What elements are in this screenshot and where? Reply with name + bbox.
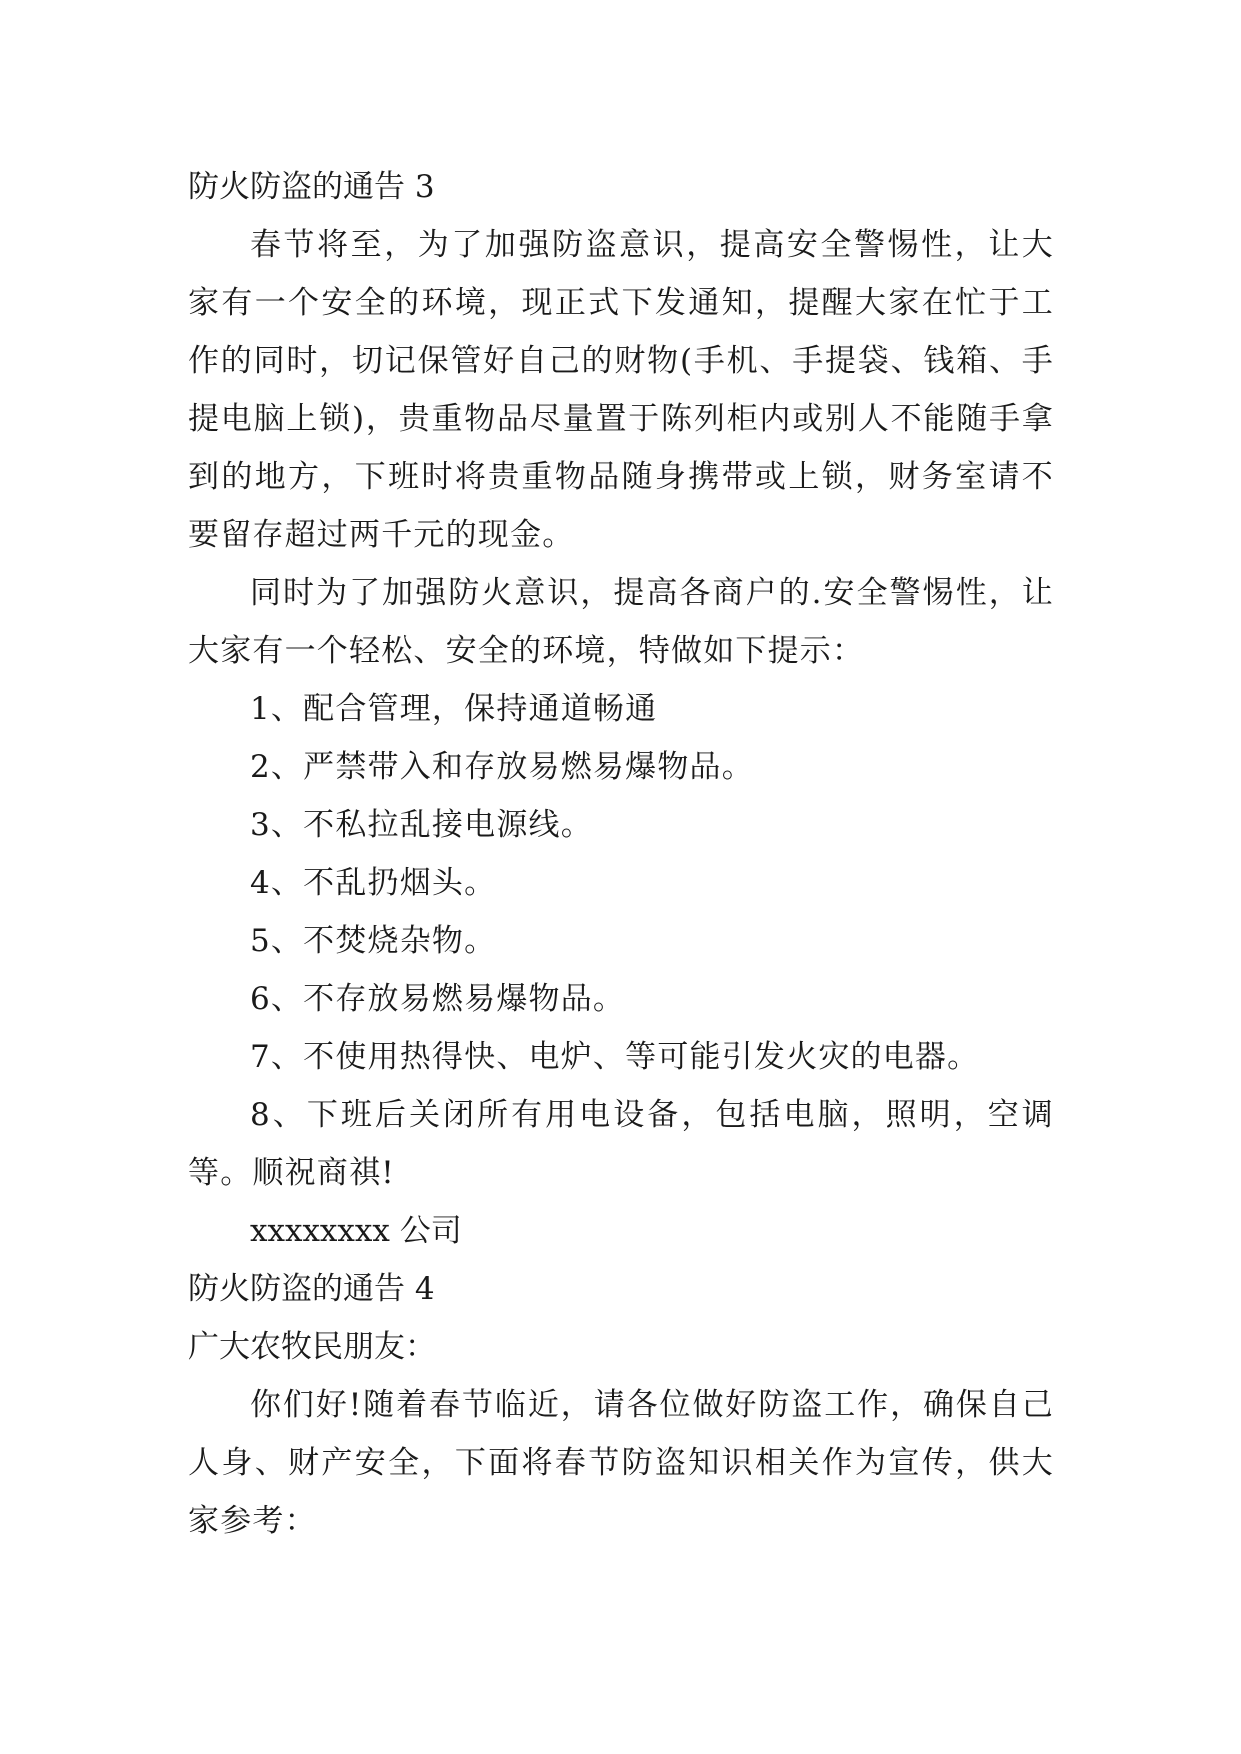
list-item: 1、配合管理，保持通道畅通 [250, 691, 658, 727]
company-signature: xxxxxxxx 公司 [250, 1213, 462, 1249]
list-item: 7、不使用热得快、电炉、等可能引发火灾的电器。 [250, 1039, 980, 1075]
list-item: 6、不存放易燃易爆物品。 [250, 981, 626, 1017]
list-item: 2、严禁带入和存放易燃易爆物品。 [250, 749, 754, 785]
list-item: 4、不乱扔烟头。 [250, 865, 497, 901]
section-4-title: 防火防盗的通告 4 [188, 1271, 435, 1307]
section-3-paragraph-2: 同时为了加强防火意识，提高各商户的.安全警惕性，让大家有一个轻松、安全的环境，特做如下提示： [188, 575, 1054, 669]
section-4-paragraph-1: 你们好!随着春节临近，请各位做好防盗工作，确保自己人身、财产安全，下面将春节防盗知识相关作为宣传，供大家参考： [188, 1387, 1054, 1539]
document-body [188, 158, 1054, 1550]
section-4-salutation: 广大农牧民朋友： [188, 1329, 436, 1365]
list-item: 3、不私拉乱接电源线。 [250, 807, 593, 843]
section-3-paragraph-1: 春节将至，为了加强防盗意识，提高安全警惕性，让大家有一个安全的环境，现正式下发通知，提醒大家在忙于工作的同时，切记保管好自己的财物(手机、手提袋、钱箱、手提电脑上锁)，贵重物品尽量置于陈列柜内或别人不能随手拿到的地方，下班时将贵重物品随身携带或上锁，财务室请不要留存超过两千元的现金。 [188, 227, 1054, 553]
list-item: 5、不焚烧杂物。 [250, 923, 497, 959]
section-3-title: 防火防盗的通告 3 [188, 169, 435, 205]
list-item-wrapped: 8、下班后关闭所有用电设备，包括电脑，照明，空调等。顺祝商祺! [188, 1097, 1054, 1191]
